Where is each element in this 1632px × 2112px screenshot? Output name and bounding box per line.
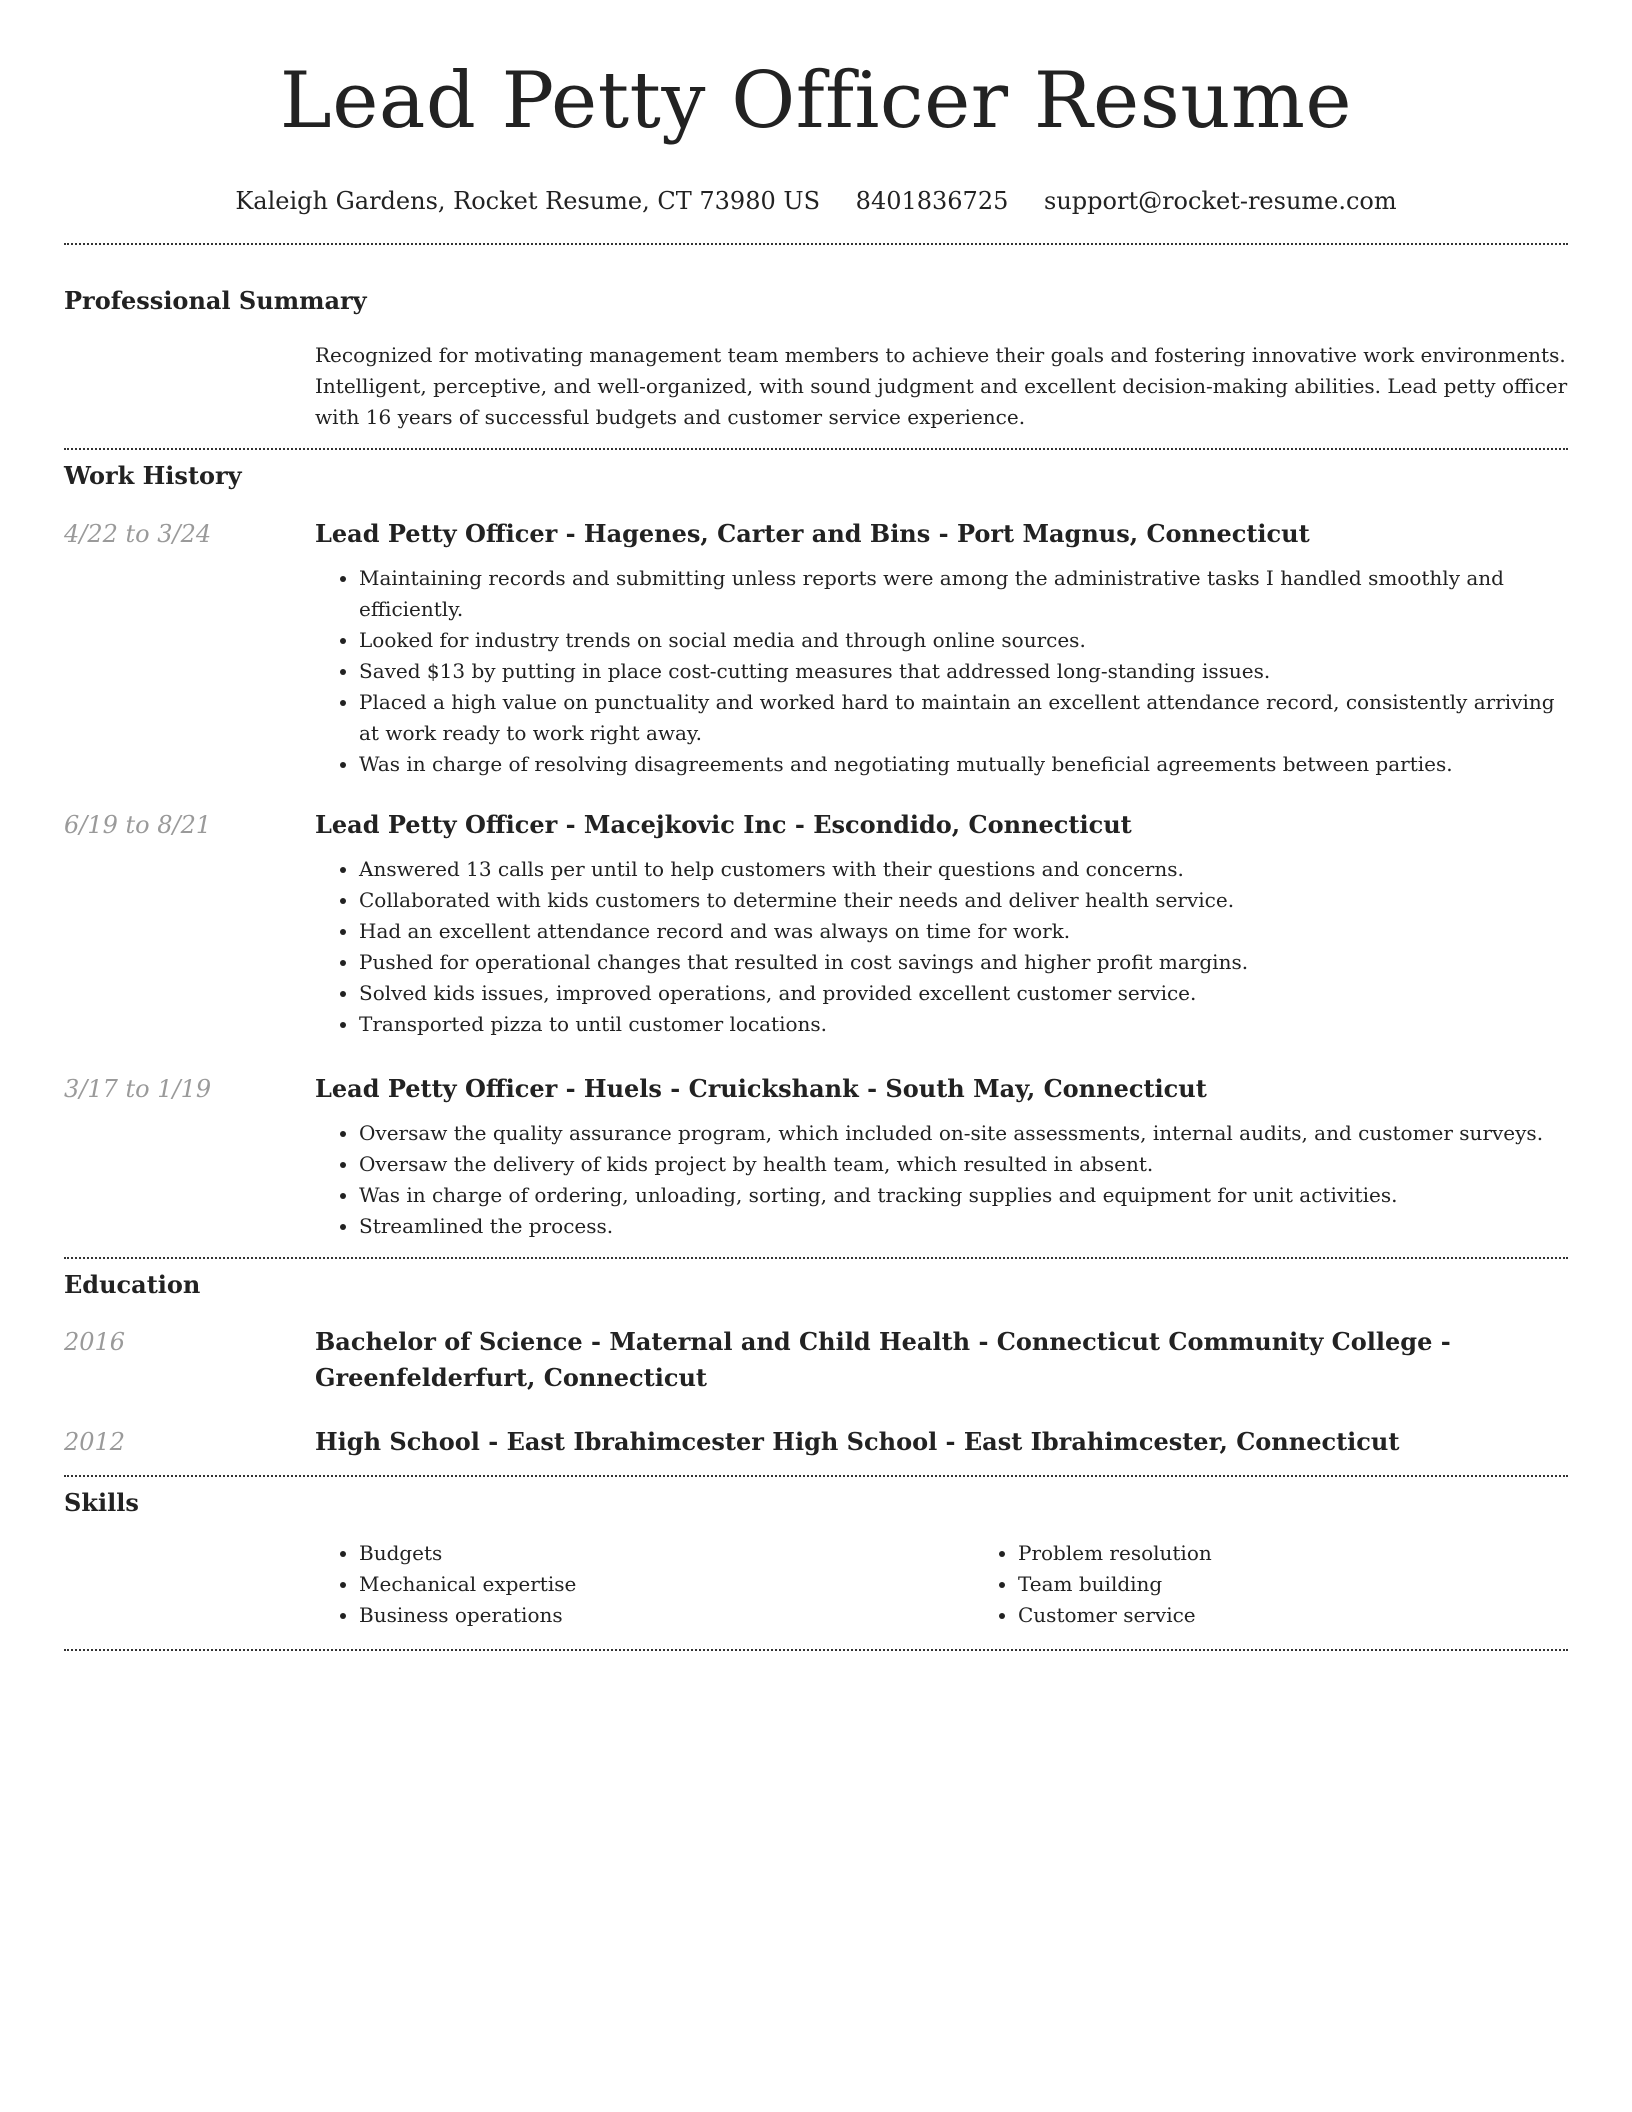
list-item: • Was in charge of resolving disagreements and negotiating mutually beneficial agreements between parties.: [359, 749, 1568, 780]
list-item: • Transported pizza to until customer locations.: [359, 1009, 1568, 1040]
contact-email: support@rocket-resume.com: [1044, 187, 1397, 215]
job-dates: 4/22 to 3/24: [64, 520, 212, 548]
list-item: • Problem resolution: [1018, 1538, 1632, 1569]
list-item: • Answered 13 calls per until to help customers with their questions and concerns.: [359, 854, 1568, 885]
education-year: 2012: [64, 1428, 126, 1456]
education-section: [64, 1270, 1568, 1460]
job-dates: 6/19 to 8/21: [64, 811, 212, 839]
education-entry: [64, 1324, 1568, 1396]
job-title: Lead Petty Officer - Huels - Cruickshank - South May, Connecticut: [315, 1074, 1207, 1103]
skills-list-right: [974, 1538, 1632, 1631]
list-item: • Team building: [1018, 1569, 1632, 1600]
contact-phone: 8401836725: [855, 187, 1009, 215]
skills-spacer: [64, 1538, 315, 1631]
skills-row: [64, 1538, 1568, 1631]
divider: [64, 1649, 1568, 1651]
divider: [64, 1257, 1568, 1259]
job-entry: [64, 519, 1568, 780]
job-details: [315, 519, 1568, 780]
resume-title: Lead Petty Officer Resume: [279, 56, 1353, 146]
summary-row: [64, 340, 1568, 433]
education-details: [315, 1424, 1568, 1460]
divider: [64, 1475, 1568, 1477]
list-item: • Had an excellent attendance record and was always on time for work.: [359, 916, 1568, 947]
list-item: • Oversaw the quality assurance program, which included on-site assessments, internal audits, and customer surveys.: [359, 1118, 1568, 1149]
list-item: • Budgets: [359, 1538, 974, 1569]
job-details: [315, 1074, 1568, 1242]
list-item: • Collaborated with kids customers to determine their needs and deliver health service.: [359, 885, 1568, 916]
summary-section: [64, 286, 1568, 433]
list-item: • Mechanical expertise: [359, 1569, 974, 1600]
summary-spacer: [64, 340, 315, 433]
education-year: 2016: [64, 1328, 126, 1356]
skills-heading: Skills: [64, 1488, 139, 1517]
skills-list-left: [315, 1538, 974, 1631]
job-title: Lead Petty Officer - Hagenes, Carter and Bins - Port Magnus, Connecticut: [315, 519, 1310, 548]
job-details: [315, 810, 1568, 1040]
summary-heading: Professional Summary: [64, 286, 367, 315]
list-item: • Streamlined the process.: [359, 1211, 1568, 1242]
job-title: Lead Petty Officer - Macejkovic Inc - Escondido, Connecticut: [315, 810, 1132, 839]
contact-line: [64, 186, 1568, 216]
divider: [64, 243, 1568, 245]
job-entry: [64, 1074, 1568, 1242]
list-item: • Saved $13 by putting in place cost-cutting measures that addressed long-standing issues.: [359, 656, 1568, 687]
contact-address: Kaleigh Gardens, Rocket Resume, CT 73980 US: [235, 187, 821, 215]
summary-body: [315, 340, 1568, 433]
skills-section: [64, 1488, 1568, 1631]
skills-grid: [315, 1538, 1632, 1631]
list-item: • Business operations: [359, 1600, 974, 1631]
list-item: • Oversaw the delivery of kids project by health team, which resulted in absent.: [359, 1149, 1568, 1180]
divider: [64, 448, 1568, 450]
list-item: • Pushed for operational changes that resulted in cost savings and higher profit margins.: [359, 947, 1568, 978]
education-title: Bachelor of Science - Maternal and Child Health - Connecticut Community College - Greenfelderfurt, Connecticut: [315, 1327, 1451, 1392]
work-history-heading: Work History: [64, 461, 242, 490]
job-dates: 3/17 to 1/19: [64, 1075, 212, 1103]
job-bullets: [315, 563, 1568, 780]
education-entry: [64, 1424, 1568, 1460]
education-heading: Education: [64, 1270, 201, 1299]
list-item: • Maintaining records and submitting unless reports were among the administrative tasks I handled smoothly and efficiently.: [359, 563, 1568, 625]
education-details: [315, 1324, 1568, 1396]
list-item: • Was in charge of ordering, unloading, sorting, and tracking supplies and equipment for unit activities.: [359, 1180, 1568, 1211]
education-title: High School - East Ibrahimcester High School - East Ibrahimcester, Connecticut: [315, 1427, 1400, 1456]
summary-text: Recognized for motivating management team members to achieve their goals and fostering innovative work environments. Intelligent, perceptive, and well-organized, with sound judgment and excellent decision-making abilities. Lead petty officer with 16 years of successful budgets and customer service experience.: [315, 343, 1568, 429]
list-item: • Solved kids issues, improved operations, and provided excellent customer service.: [359, 978, 1568, 1009]
list-item: • Placed a high value on punctuality and worked hard to maintain an excellent attendance record, consistently arriving at work ready to work right away.: [359, 687, 1568, 749]
job-bullets: [315, 854, 1568, 1040]
list-item: • Looked for industry trends on social media and through online sources.: [359, 625, 1568, 656]
list-item: • Customer service: [1018, 1600, 1632, 1631]
job-bullets: [315, 1118, 1568, 1242]
job-entry: [64, 810, 1568, 1040]
work-history-section: [64, 461, 1568, 1242]
